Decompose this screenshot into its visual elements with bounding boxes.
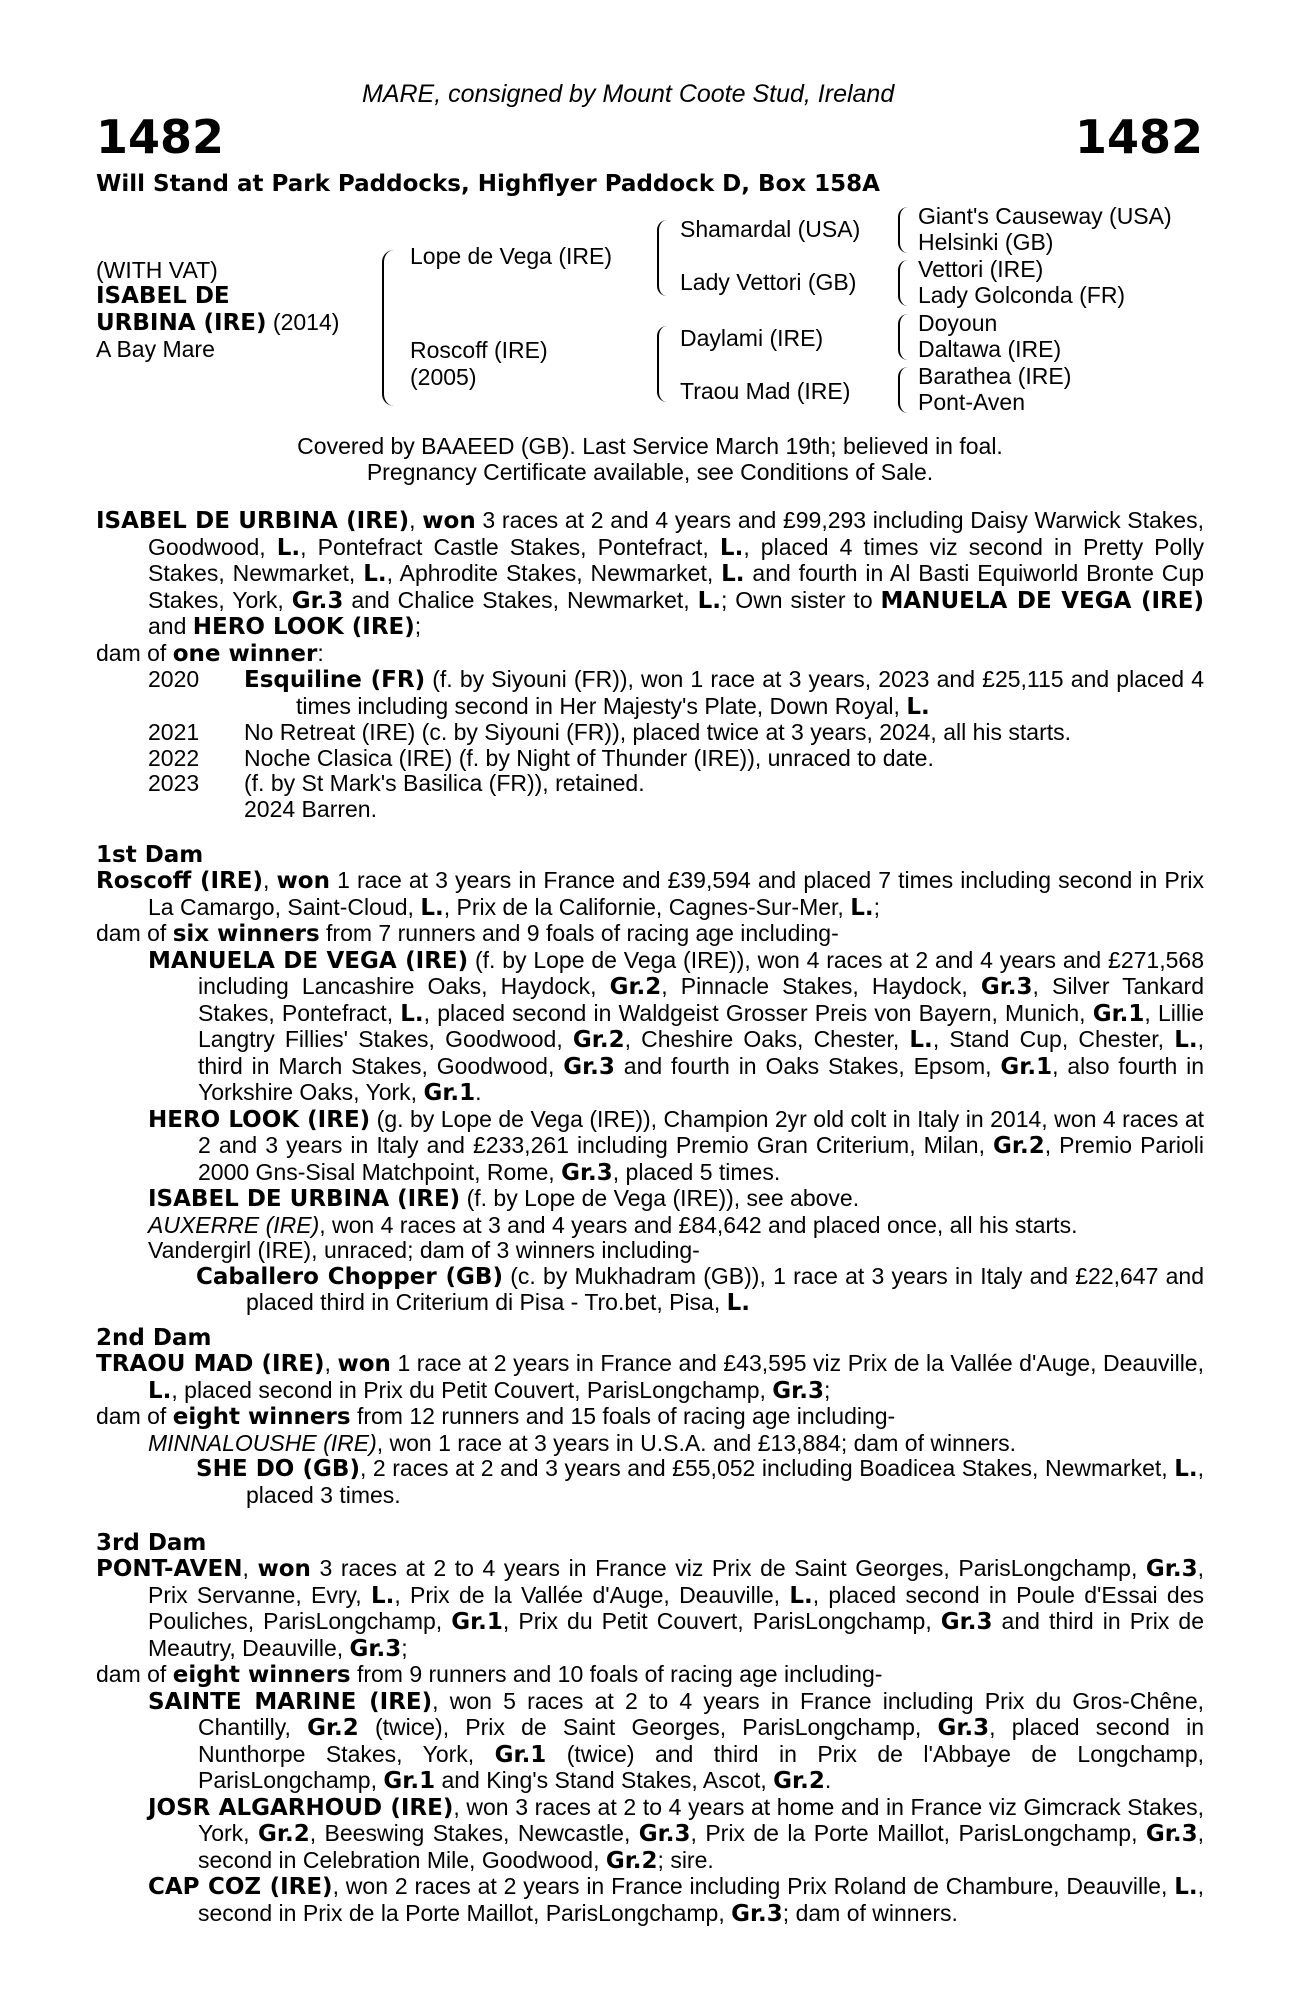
foal-text: (f. by St Mark's Basilica (FR)), retained.	[244, 770, 645, 796]
gp-ssd: Helsinki (GB)	[918, 229, 1054, 255]
gp-ddd: Pont-Aven	[918, 389, 1025, 415]
stand-location: Will Stand at Park Paddocks, Highflyer Paddock D, Box 158A	[96, 171, 880, 197]
pedigree-mare-block	[96, 257, 339, 362]
gp-dsd: Daltawa (IRE)	[918, 336, 1062, 362]
foal-year: 2023	[148, 770, 200, 796]
gp-sss: Giant's Causeway (USA)	[918, 203, 1172, 229]
sire-dam: Lady Vettori (GB)	[680, 269, 857, 295]
foal-text: 2024 Barren.	[244, 795, 377, 822]
foal-year: 2021	[148, 719, 200, 745]
foal-year: 2020	[148, 666, 200, 692]
pedigree-brace-sire	[657, 220, 669, 296]
sire-name: Lope de Vega (IRE)	[410, 243, 613, 269]
foal-row	[96, 667, 1204, 720]
vat-label: (WITH VAT)	[96, 257, 218, 283]
foal-row	[96, 797, 1204, 823]
third-dam-heading: 3rd Dam	[96, 1530, 207, 1556]
third-dam-section	[96, 1530, 1204, 1927]
mare-description: A Bay Mare	[96, 336, 215, 362]
pedigree-brace-dd	[898, 367, 910, 413]
dam-dam: Traou Mad (IRE)	[680, 378, 851, 404]
foal-text: No Retreat (IRE) (c. by Siyouni (FR)), placed twice at 3 years, 2024, all his starts.	[244, 719, 1072, 745]
pedigree-brace-ss	[898, 207, 910, 253]
mare-name-line2: URBINA (IRE)	[96, 310, 267, 336]
sibling-manuela: MANUELA DE VEGA (IRE)	[880, 587, 1204, 614]
produce-isabel: ISABEL DE URBINA (IRE) (f. by Lope de Vega (IRE)), see above.	[148, 1185, 860, 1212]
mare-dam-of: dam of one winner:	[96, 639, 324, 667]
dam-name: Roscoff (IRE)	[410, 337, 548, 363]
third-dam-dam-of: dam of eight winners from 9 runners and 10 foals of racing age including-	[96, 1661, 883, 1688]
lot-number-left: 1482	[96, 110, 225, 164]
foal-row	[96, 746, 1204, 772]
sibling-hero: HERO LOOK (IRE)	[192, 614, 415, 640]
produce-sainte-marine: SAINTE MARINE (IRE), won 5 races at 2 to 4 years in France including Prix du Gros-Chêne, Chantilly, Gr.2 (twice), Prix de Saint Georges, ParisLongchamp, Gr.3, placed second in Nunthorpe Stakes, York, Gr.1 (twice) and third in Prix de l'Abbaye de Longchamp, ParisLongchamp, Gr.1 and King's Stand Stakes, Ascot, Gr.2.	[148, 1687, 1204, 1794]
consignment-line: MARE, consigned by Mount Coote Stud, Ireland	[362, 80, 895, 108]
mare-record: ISABEL DE URBINA (IRE), won 3 races at 2 and 4 years and £99,293 including Daisy Warwick Stakes, Goodwood, L., Pontefract Castle Stakes, Pontefract, L., placed 4 times viz second in Pretty Polly Stakes, Newmarket, L., Aphrodite Stakes, Newmarket, L. and fourth in Al Basti Equiworld Bronte Cup Stakes, York, Gr.3 and Chalice Stakes, Newmarket, L.; Own sister to MANUELA DE VEGA (IRE) and HERO LOOK (IRE);	[96, 507, 1205, 640]
second-dam-dam-of: dam of eight winners from 12 runners and 15 foals of racing age including-	[96, 1403, 896, 1430]
produce-manuela: MANUELA DE VEGA (IRE) (f. by Lope de Vega (IRE)), won 4 races at 2 and 4 years and £271,568 including Lancashire Oaks, Haydock, Gr.2, Pinnacle Stakes, Haydock, Gr.3, Silver Tankard Stakes, Pontefract, L., placed second in Waldgeist Grosser Preis von Bayern, Munich, Gr.1, Lillie Langtry Fillies' Stakes, Goodwood, Gr.2, Cheshire Oaks, Chester, L., Stand Cup, Chester, L., third in March Stakes, Goodwood, Gr.3 and fourth in Oaks Stakes, Epsom, Gr.1, also fourth in Yorkshire Oaks, York, Gr.1.	[148, 946, 1205, 1106]
third-dam-record: PONT-AVEN, won 3 races at 2 to 4 years in France viz Prix de Saint Georges, ParisLongchamp, Gr.3, Prix Servanne, Evry, L., Prix de la Vallée d'Auge, Deauville, L., placed second in Poule d'Essai des Pouliches, ParisLongchamp, Gr.1, Prix du Petit Couvert, ParisLongchamp, Gr.3 and third in Prix de Meautry, Deauville, Gr.3;	[96, 1555, 1204, 1662]
sire-sire: Shamardal (USA)	[680, 216, 861, 242]
mare-year: (2014)	[266, 309, 340, 335]
dam-sire: Daylami (IRE)	[680, 325, 824, 351]
mare-section	[96, 508, 1204, 822]
foal-row	[96, 771, 1204, 797]
foal-text: Noche Clasica (IRE) (f. by Night of Thunder (IRE)), unraced to date.	[244, 744, 934, 771]
produce-cap-coz: CAP COZ (IRE), won 2 races at 2 years in France including Prix Roland de Chambure, Deauville, L., second in Prix de la Porte Maillot, ParisLongchamp, Gr.3; dam of winners.	[148, 1873, 1204, 1927]
cover-line2: Pregnancy Certificate available, see Conditions of Sale.	[366, 459, 934, 485]
pedigree-brace-1	[382, 250, 396, 406]
foal-year	[96, 797, 244, 823]
pedigree-brace-dam	[657, 326, 669, 402]
dam-year: (2005)	[410, 364, 477, 390]
gp-dss: Doyoun	[918, 310, 998, 336]
second-dam-section	[96, 1325, 1204, 1508]
foal-row	[96, 720, 1204, 746]
pedigree-brace-sd	[898, 260, 910, 306]
gp-dds: Barathea (IRE)	[918, 363, 1072, 389]
first-dam-section	[96, 842, 1204, 1317]
second-dam-record: TRAOU MAD (IRE), won 1 race at 2 years in France and £43,595 viz Prix de la Vallée d'Auge, Deauville, L., placed second in Prix du Petit Couvert, ParisLongchamp, Gr.3;	[96, 1350, 1204, 1404]
first-dam-record: Roscoff (IRE), won 1 race at 3 years in France and £39,594 and placed 7 times including second in Prix La Camargo, Saint-Cloud, L., Prix de la Californie, Cagnes-Sur-Mer, L.;	[96, 867, 1205, 921]
produce-vandergirl: Vandergirl (IRE), unraced; dam of 3 winners including-	[148, 1237, 700, 1263]
first-dam-dam-of: dam of six winners from 7 runners and 9 foals of racing age including-	[96, 920, 839, 947]
won-label: won	[422, 508, 476, 534]
covering-note	[96, 433, 1204, 485]
cover-line1: Covered by BAAEED (GB). Last Service March 19th; believed in foal.	[297, 433, 1003, 459]
mare-name-line1: ISABEL DE	[96, 283, 230, 309]
foal-year: 2022	[148, 744, 200, 771]
gp-sds: Vettori (IRE)	[918, 256, 1044, 282]
lot-number-right: 1482	[1074, 110, 1203, 164]
produce-minnaloushe: MINNALOUSHE (IRE), won 1 race at 3 years in U.S.A. and £13,884; dam of winners.	[148, 1429, 1016, 1456]
produce-hero: HERO LOOK (IRE) (g. by Lope de Vega (IRE)), Champion 2yr old colt in Italy in 2014, won 4 races at 2 and 3 years in Italy and £233,261 including Premio Gran Criterium, Milan, Gr.2, Premio Parioli 2000 Gns-Sisal Matchpoint, Rome, Gr.3, placed 5 times.	[148, 1105, 1204, 1186]
produce-shedo: SHE DO (GB), 2 races at 2 and 3 years and £55,052 including Boadicea Stakes, Newmarket, L., placed 3 times.	[196, 1455, 1205, 1508]
first-dam-heading: 1st Dam	[96, 842, 204, 868]
produce-auxerre: AUXERRE (IRE), won 4 races at 3 and 4 years and £84,642 and placed once, all his starts.	[148, 1211, 1078, 1238]
produce-josr: JOSR ALGARHOUD (IRE), won 3 races at 2 to 4 years at home and in France viz Gimcrack Stakes, York, Gr.2, Beeswing Stakes, Newcastle, Gr.3, Prix de la Porte Maillot, ParisLongchamp, Gr.3, second in Celebration Mile, Goodwood, Gr.2; sire.	[148, 1793, 1205, 1874]
foal-text: Esquiline (FR) (f. by Siyouni (FR)), won 1 race at 3 years, 2023 and £25,115 and placed 4 times including second in Her Majesty's Plate, Down Royal, L.	[244, 666, 1204, 720]
second-dam-heading: 2nd Dam	[96, 1325, 212, 1351]
mare-record-name: ISABEL DE URBINA (IRE)	[96, 508, 410, 534]
pedigree-brace-ds	[898, 314, 910, 360]
produce-caballero: Caballero Chopper (GB) (c. by Mukhadram (GB)), 1 race at 3 years in Italy and £22,647 and placed third in Criterium di Pisa - Tro.bet, Pisa, L.	[196, 1262, 1204, 1316]
gp-sdd: Lady Golconda (FR)	[918, 282, 1126, 308]
